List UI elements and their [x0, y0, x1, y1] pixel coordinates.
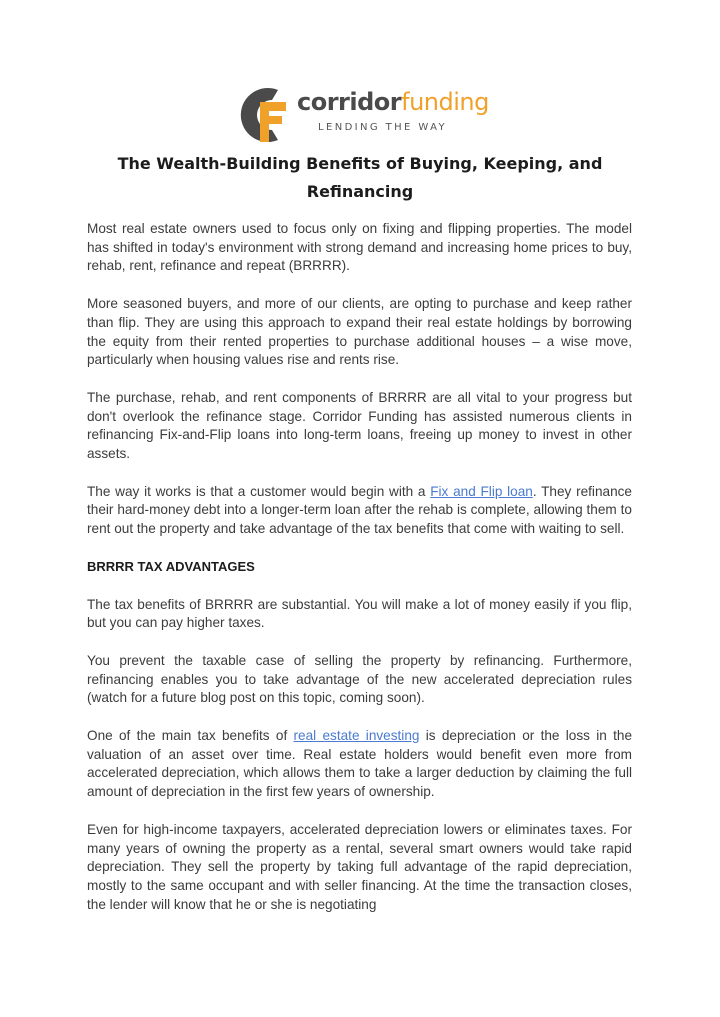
paragraph: You prevent the taxable case of selling the property by refinancing. Furthermore, refinancing enables you to take advantage of the new accelerated depreciation rules (watch for a future blog post on this topic, coming soon). [87, 652, 632, 706]
corridor-funding-logo [238, 84, 488, 148]
page-title: The Wealth-Building Benefits of Buying, Keeping, and Refinancing [117, 154, 603, 201]
paragraph: Even for high-income taxpayers, accelerated depreciation lowers or eliminates taxes. For many years of owning the property as a rental, several smart owners would take rapid depreciation. They sell the property by taking full advantage of the rapid depreciation, mostly to the same occupant and with seller financing. At the time the transaction closes, the lender will know that he or she is negotiating [87, 821, 632, 912]
logo-tagline: LENDING THE WAY [318, 122, 448, 133]
section-heading: BRRRR TAX ADVANTAGES [87, 558, 255, 574]
paragraph-text: One of the main tax benefits of [87, 728, 294, 744]
paragraph-with-link [87, 483, 632, 539]
cf-monogram-icon [238, 84, 296, 146]
logo-wordmark [297, 88, 489, 116]
paragraph-text: is depreciation or the loss in the valuation of an asset over time. Real estate holders would benefit even more from accelerated depreciation, which allows them to take a larger deduction by claiming the full amount of depreciation in the first few years of ownership. [87, 728, 633, 800]
paragraph: Most real estate owners used to focus only on fixing and flipping properties. The model has shifted in today's environment with strong demand and increasing home prices to buy, rehab, rent, refinance and repeat (BRRRR). [87, 221, 632, 274]
real-estate-investing-link[interactable]: real estate investing [293, 728, 420, 744]
paragraph-text: The way it works is that a customer would begin with a [87, 483, 431, 499]
paragraph-text: . They refinance their hard-money debt into a longer-term loan after the rehab is complete, allowing them to rent out the property and take advantage of the tax benefits that come with waiting to sell. [87, 483, 632, 537]
paragraph: The purchase, rehab, and rent components of BRRRR are all vital to your progress but don't overlook the refinance stage. Corridor Funding has assisted numerous clients in refinancing Fix-and-Flip loans into long-term loans, freeing up money to invest in other assets. [87, 389, 632, 462]
article-body [87, 220, 632, 933]
paragraph: The tax benefits of BRRRR are substantial. You will make a lot of money easily if you flip, but you can pay higher taxes. [87, 596, 632, 631]
paragraph: More seasoned buyers, and more of our clients, are opting to purchase and keep rather than flip. They are using this approach to expand their real estate holdings by borrowing the equity from their rented properties to purchase additional houses – a wise move, particularly when housing values rise and rents rise. [87, 296, 632, 368]
logo-word-funding: funding [401, 88, 489, 116]
paragraph-with-link [87, 727, 632, 802]
fix-and-flip-loan-link[interactable]: Fix and Flip loan [430, 483, 533, 499]
logo-word-corridor: corridor [297, 88, 402, 116]
